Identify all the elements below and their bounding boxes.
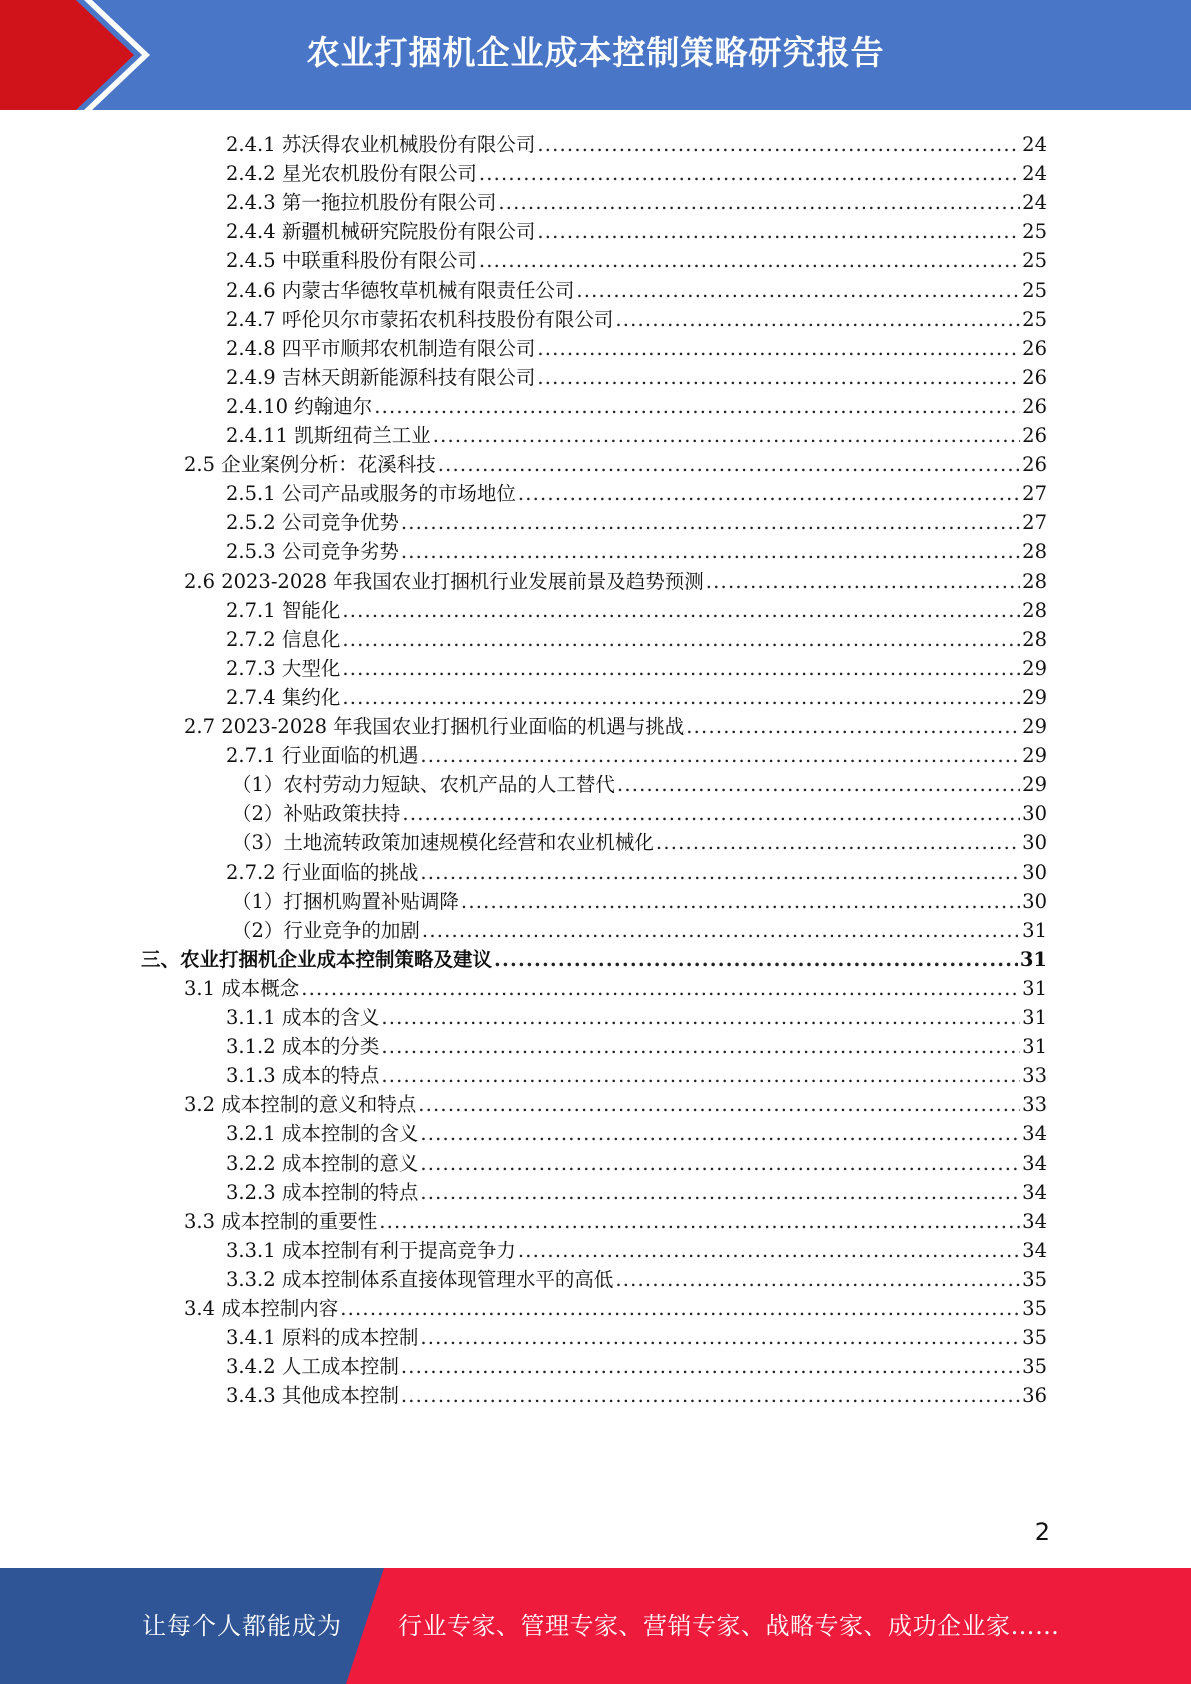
toc-entry-title: 2.4.9 吉林天朗新能源科技有限公司 [226,365,536,389]
toc-dot-leader [401,538,1020,565]
toc-dot-leader [420,1150,1020,1177]
toc-entry-page: 34 [1022,1238,1047,1262]
toc-entry-title: 3.2.1 成本控制的含义 [226,1122,419,1146]
toc-dot-leader [401,1353,1020,1380]
toc-entry[interactable] [226,1233,1047,1264]
toc-entry-title: 2.4.10 约翰迪尔 [226,394,373,418]
toc-entry-title: 2.4.6 内蒙古华德牧草机械有限责任公司 [226,278,575,302]
toc-entry-title: 2.4.4 新疆机械研究院股份有限公司 [226,220,536,244]
toc-entry[interactable] [184,971,1047,1002]
toc-entry-title: （3）土地流转政策加速规模化经营和农业机械化 [232,831,654,855]
toc-entry-title: 2.7.1 行业面临的机遇 [226,744,419,768]
toc-entry-title: 2.4.3 第一拖拉机股份有限公司 [226,191,497,215]
toc-entry-page: 25 [1022,278,1047,302]
toc-dot-leader [422,917,1020,944]
toc-entry-title: （1）农村劳动力短缺、农机产品的人工替代 [232,773,615,797]
toc-entry-page: 34 [1022,1151,1047,1175]
toc-entry-page: 26 [1022,365,1047,389]
toc-entry[interactable] [184,1087,1047,1118]
toc-entry-title: 3.4 成本控制内容 [184,1297,339,1320]
toc-dot-leader [401,509,1020,536]
toc-entry[interactable] [232,884,1047,915]
toc-dot-leader [617,771,1020,798]
toc-entry[interactable] [226,1000,1047,1031]
toc-entry-page: 30 [1022,802,1047,826]
toc-dot-leader [537,131,1020,158]
toc-entry-page: 31 [1022,1006,1047,1029]
toc-entry[interactable] [232,767,1047,798]
toc-entry-title: 3.1 成本概念 [184,976,300,1000]
toc-entry-page: 24 [1022,191,1047,215]
toc-dot-leader [518,480,1020,507]
toc-entry[interactable] [226,1058,1047,1089]
toc-entry-page: 28 [1022,627,1047,651]
toc-dot-leader [418,1091,1020,1118]
page-footer [0,1568,1191,1684]
toc-dot-leader [420,742,1020,769]
toc-entry-page: 35 [1022,1326,1047,1350]
toc-dot-leader [461,888,1020,915]
toc-entry[interactable] [226,127,1047,158]
toc-entry-page: 30 [1022,831,1047,855]
toc-dot-leader [342,684,1020,711]
toc-dot-leader [576,277,1020,304]
toc-entry-page: 34 [1022,1180,1047,1204]
toc-dot-leader [479,247,1020,274]
toc-entry-page: 28 [1022,540,1047,564]
toc-entry[interactable] [226,1378,1047,1409]
toc-entry-page: 31 [1022,918,1047,942]
toc-entry[interactable] [232,913,1047,944]
toc-entry[interactable] [184,709,1047,740]
toc-entry-title: 2.6 2023-2028 年我国农业打捆机行业发展前景及趋势预测 [184,569,704,593]
toc-entry[interactable] [226,476,1047,507]
toc-entry[interactable] [184,564,1047,595]
toc-entry-title: 2.7.2 行业面临的挑战 [226,860,419,884]
toc-entry[interactable] [226,651,1047,682]
toc-entry[interactable] [226,1320,1047,1351]
toc-entry-page: 29 [1022,744,1047,768]
toc-dot-leader [438,451,1020,478]
toc-entry-page: 24 [1022,162,1047,186]
toc-dot-leader [420,1324,1020,1351]
page-header [0,0,1191,110]
toc-dot-leader [479,160,1020,187]
toc-entry-page: 27 [1022,511,1047,535]
footer-slogan-left: 让每个人都能成为 [142,1612,342,1640]
toc-entry-title: 3.4.1 原料的成本控制 [226,1326,419,1350]
toc-entry[interactable] [226,360,1047,391]
toc-entry-title: 3.2 成本控制的意义和特点 [184,1093,417,1117]
toc-entry[interactable] [226,534,1047,565]
toc-entry-title: （1）打捆机购置补贴调降 [232,889,459,913]
toc-entry-page: 25 [1022,307,1047,331]
toc-entry-page: 31 [1019,947,1047,971]
toc-entry-title: 3.1.2 成本的分类 [226,1035,380,1059]
toc-entry[interactable] [226,156,1047,187]
report-title: 农业打捆机企业成本控制策略研究报告 [306,33,885,72]
toc-entry-title: 2.5.2 公司竞争优势 [226,511,399,535]
toc-entry[interactable] [226,855,1047,886]
toc-entry-page: 31 [1022,976,1047,1000]
toc-entry[interactable] [226,680,1047,711]
toc-entry-title: （2）行业竞争的加剧 [232,918,420,942]
toc-entry-page: 29 [1022,773,1047,797]
toc-entry[interactable] [226,273,1047,304]
toc-entry-page: 30 [1022,860,1047,884]
toc-dot-leader [381,1062,1020,1089]
toc-entry[interactable] [226,1116,1047,1147]
toc-dot-leader [402,800,1020,827]
toc-entry-page: 35 [1022,1355,1047,1379]
toc-entry[interactable] [226,1146,1047,1177]
toc-dot-leader [433,422,1020,449]
toc-entry-page: 26 [1022,336,1047,360]
toc-entry-page: 28 [1022,598,1047,622]
toc-entry-title: 2.5.1 公司产品或服务的市场地位 [226,482,516,506]
toc-entry-page: 33 [1022,1064,1047,1088]
toc-entry-title: 2.4.8 四平市顺邦农机制造有限公司 [226,336,536,360]
toc-dot-leader [379,1208,1020,1235]
toc-dot-leader [381,1004,1020,1031]
toc-dot-leader [420,1120,1020,1147]
toc-entry[interactable] [226,1262,1047,1293]
toc-dot-leader [656,829,1020,856]
toc-dot-leader [537,364,1020,391]
toc-entry-page: 31 [1022,1035,1047,1059]
toc-entry-page: 28 [1022,569,1047,593]
toc-entry-page: 26 [1022,394,1047,418]
toc-dot-leader [686,713,1020,740]
toc-entry-title: 2.7.1 智能化 [226,598,341,622]
toc-entry-title: （2）补贴政策扶持 [232,802,401,826]
toc-entry-page: 29 [1022,656,1047,680]
toc-entry-title: 2.4.5 中联重科股份有限公司 [226,249,477,273]
toc-entry[interactable] [226,302,1047,333]
toc-entry-title: 3.2.3 成本控制的特点 [226,1180,419,1204]
toc-dot-leader [537,335,1020,362]
toc-dot-leader [615,306,1020,333]
toc-dot-leader [706,568,1020,595]
toc-entry-title: 2.7.3 大型化 [226,656,341,680]
toc-entry-page: 35 [1022,1297,1047,1320]
toc-dot-leader [615,1266,1020,1293]
toc-entry-title: 3.1.3 成本的特点 [226,1064,380,1088]
toc-dot-leader [420,1179,1020,1206]
toc-entry[interactable] [184,447,1047,478]
toc-entry-page: 34 [1022,1122,1047,1146]
toc-entry-page: 25 [1022,249,1047,273]
toc-entry-title: 3.1.1 成本的含义 [226,1006,380,1029]
toc-entry-title: 3.4.3 其他成本控制 [226,1384,399,1408]
toc-entry[interactable] [226,505,1047,536]
toc-entry[interactable] [184,1204,1047,1235]
toc-entry-title: 2.7.4 集约化 [226,685,341,709]
toc-dot-leader [401,1382,1020,1409]
toc-dot-leader [420,859,1020,886]
toc-entry-title: 2.7 2023-2028 年我国农业打捆机行业面临的机遇与挑战 [184,715,685,738]
toc-dot-leader [342,597,1020,624]
toc-dot-leader [518,1237,1020,1264]
toc-entry-title: 3.2.2 成本控制的意义 [226,1151,419,1175]
toc-entry-page: 27 [1022,482,1047,506]
toc-dot-leader [537,218,1020,245]
toc-entry[interactable] [141,942,1047,973]
toc-entry-title: 2.4.2 星光农机股份有限公司 [226,162,477,186]
toc-entry-title: 2.4.11 凯斯纽荷兰工业 [226,424,431,447]
toc-entry-title: 三、农业打捆机企业成本控制策略及建议 [141,947,493,971]
toc-entry-page: 25 [1022,220,1047,244]
toc-dot-leader [381,1033,1020,1060]
toc-entry[interactable] [232,825,1047,856]
toc-dot-leader [374,393,1020,420]
toc-entry-page: 36 [1022,1384,1047,1408]
toc-entry[interactable] [226,331,1047,362]
toc-entry[interactable] [226,185,1047,216]
toc-entry[interactable] [226,1029,1047,1060]
toc-dot-leader [494,946,1018,973]
toc-entry-page: 34 [1022,1209,1047,1233]
toc-entry-title: 3.3.2 成本控制体系直接体现管理水平的高低 [226,1267,614,1291]
page-number: 2 [1034,1518,1050,1546]
toc-dot-leader [342,626,1020,653]
toc-entry-title: 2.4.1 苏沃得农业机械股份有限公司 [226,133,536,156]
toc-dot-leader [342,655,1020,682]
toc-entry[interactable] [226,243,1047,274]
toc-entry-page: 24 [1022,133,1047,156]
toc-dot-leader [301,975,1020,1002]
toc-entry-page: 26 [1022,424,1047,447]
toc-entry-page: 29 [1022,685,1047,709]
toc-entry-title: 3.3 成本控制的重要性 [184,1209,378,1233]
toc-dot-leader [498,189,1020,216]
toc-entry-page: 35 [1022,1267,1047,1291]
toc-entry[interactable] [184,1291,1047,1322]
toc-entry-title: 2.5 企业案例分析：花溪科技 [184,453,436,477]
toc-entry-title: 2.7.2 信息化 [226,627,341,651]
toc-entry-page: 29 [1022,715,1047,738]
toc-entry[interactable] [226,738,1047,769]
toc-entry[interactable] [226,1175,1047,1206]
toc-entry[interactable] [226,389,1047,420]
toc-entry-title: 3.4.2 人工成本控制 [226,1355,399,1379]
toc-entry[interactable] [226,593,1047,624]
toc-entry-title: 2.5.3 公司竞争劣势 [226,540,399,564]
toc-entry-title: 3.3.1 成本控制有利于提高竞争力 [226,1238,516,1262]
toc-entry[interactable] [226,1349,1047,1380]
toc-entry-page: 30 [1022,889,1047,913]
toc-entry-page: 26 [1022,453,1047,477]
toc-dot-leader [340,1295,1020,1322]
toc-entry[interactable] [226,622,1047,653]
toc-entry-page: 33 [1022,1093,1047,1117]
toc-entry[interactable] [226,418,1047,449]
toc-entry[interactable] [232,796,1047,827]
footer-slogan-right: 行业专家、管理专家、营销专家、战略专家、成功企业家…… [398,1612,1060,1640]
toc-entry[interactable] [226,214,1047,245]
toc-entry-title: 2.4.7 呼伦贝尔市蒙拓农机科技股份有限公司 [226,307,614,331]
